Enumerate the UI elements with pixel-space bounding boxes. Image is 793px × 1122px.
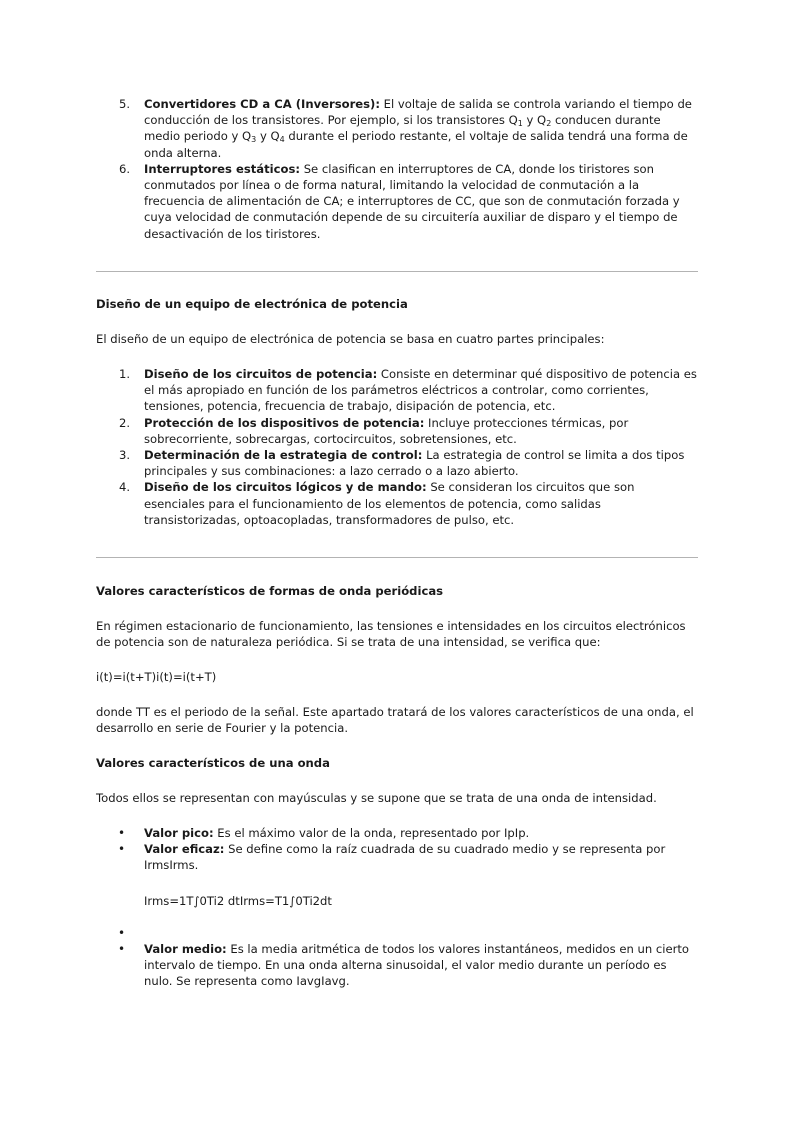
list-number: 6. [119,161,131,176]
section-heading: Valores característicos de formas de onda periódicas [96,584,444,598]
subscript: 1 [517,119,523,129]
bullet: • [118,925,126,940]
bullet: • [118,826,126,840]
item-text: y Q [256,129,280,144]
list-item-empty [96,925,698,941]
list-number: 5. [119,97,131,111]
item-term: Valor pico: [144,826,214,840]
list-item [96,447,698,479]
item-text: El voltaje de salida se controla variando el tiempo de conducción de los transistores. Por ejemplo, si los transistores Q [144,97,692,128]
subscript: 4 [279,135,285,145]
list-number: 4. [119,480,131,495]
bullet: • [118,842,126,857]
bullet: • [118,941,126,956]
item-term: Diseño de los circuitos de potencia: [144,367,378,381]
list-item [96,161,698,242]
period-description: donde TT es el periodo de la señal. Este apartado tratará de los valores característicos de una onda, el desarrollo en serie de Fourier y la potencia. [96,705,694,736]
item-term: Convertidores CD a CA (Inversores): [144,97,380,111]
list-item [96,825,698,841]
section-heading: Diseño de un equipo de electrónica de potencia [96,297,408,311]
list-number: 3. [119,448,131,463]
list-item [96,415,698,447]
item-text: Se consideran los circuitos que son esenciales para el funcionamiento de los elementos de potencia, como salidas transistorizadas, optoacopladas, transformadores de pulso, etc. [144,480,635,527]
item-text: Es el máximo valor de la onda, representado por IpIp. [213,826,530,840]
subscript: 3 [251,135,257,145]
subsection-intro: Todos ellos se representan con mayúsculas y se supone que se trata de una onda de intensidad. [96,791,657,805]
item-text: Incluye protecciones térmicas, por sobrecorriente, sobrecargas, cortocircuitos, sobretensiones, etc. [144,415,629,446]
section-intro: El diseño de un equipo de electrónica de potencia se basa en cuatro partes principales: [96,332,605,346]
rms-formula: Irms=1T∫0Ti2 dtIrms=T1∫0Ti2dt [144,893,332,908]
subsection-heading: Valores característicos de una onda [96,756,330,770]
item-text: Consiste en determinar qué dispositivo de potencia es el más apropiado en función de los parámetros eléctricos a controlar, como corrientes, tensiones, potencia, frecuencia de trabajo, disipación de potencia, etc. [144,367,697,414]
converter-list [96,96,698,242]
item-text: durante el periodo restante, el voltaje de salida tendrá una forma de onda alterna. [144,129,688,160]
item-term: Protección de los dispositivos de potencia: [144,415,425,430]
item-text: La estrategia de control se limita a dos tipos principales y sus combinaciones: a lazo cerrado o a lazo abierto. [144,448,685,479]
list-item [96,841,698,873]
item-text: Es la media aritmética de todos los valores instantáneos, medidos en un cierto intervalo de tiempo. En una onda alterna sinusoidal, el valor medio durante un período es nulo. Se representa como IavgIavg. [144,941,690,989]
list-number: 1. [119,367,131,381]
subscript: 2 [546,119,552,129]
item-term: Interruptores estáticos: [144,161,301,176]
item-term: Determinación de la estrategia de control: [144,448,423,463]
item-text: y Q [522,113,547,128]
item-text: Se define como la raíz cuadrada de su cuadrado medio y se representa por IrmsIrms. [144,842,666,873]
section-divider [96,557,698,558]
item-text: conducen durante medio periodo y Q [144,113,661,144]
list-item [96,941,698,990]
item-term: Valor eficaz: [144,842,225,857]
list-number: 2. [119,415,131,430]
design-list [96,366,698,528]
item-text: Se clasifican en interruptores de CA, donde los tiristores son conmutados por línea o de forma natural, limitando la velocidad de conmutación a la frecuencia de alimentación de CA; e interruptores de CC, que son de conmutación forzada y cuya velocidad de conmutación depende de su circuitería auxiliar de disparo y el tiempo de desactivación de los tiristores. [144,161,680,241]
periodicity-formula: i(t)=i(t+T)i(t)=i(t+T) [96,670,217,684]
list-item [96,96,698,161]
list-item [96,366,698,415]
list-item [96,479,698,528]
section-divider [96,271,698,272]
item-term: Diseño de los circuitos lógicos y de mando: [144,480,427,495]
item-term: Valor medio: [144,941,227,956]
wave-values-list [96,825,698,989]
section-intro: En régimen estacionario de funcionamiento, las tensiones e intensidades en los circuitos electrónicos de potencia son de naturaleza periódica. Si se trata de una intensidad, se verifica que: [96,619,686,650]
formula-block [96,893,698,925]
